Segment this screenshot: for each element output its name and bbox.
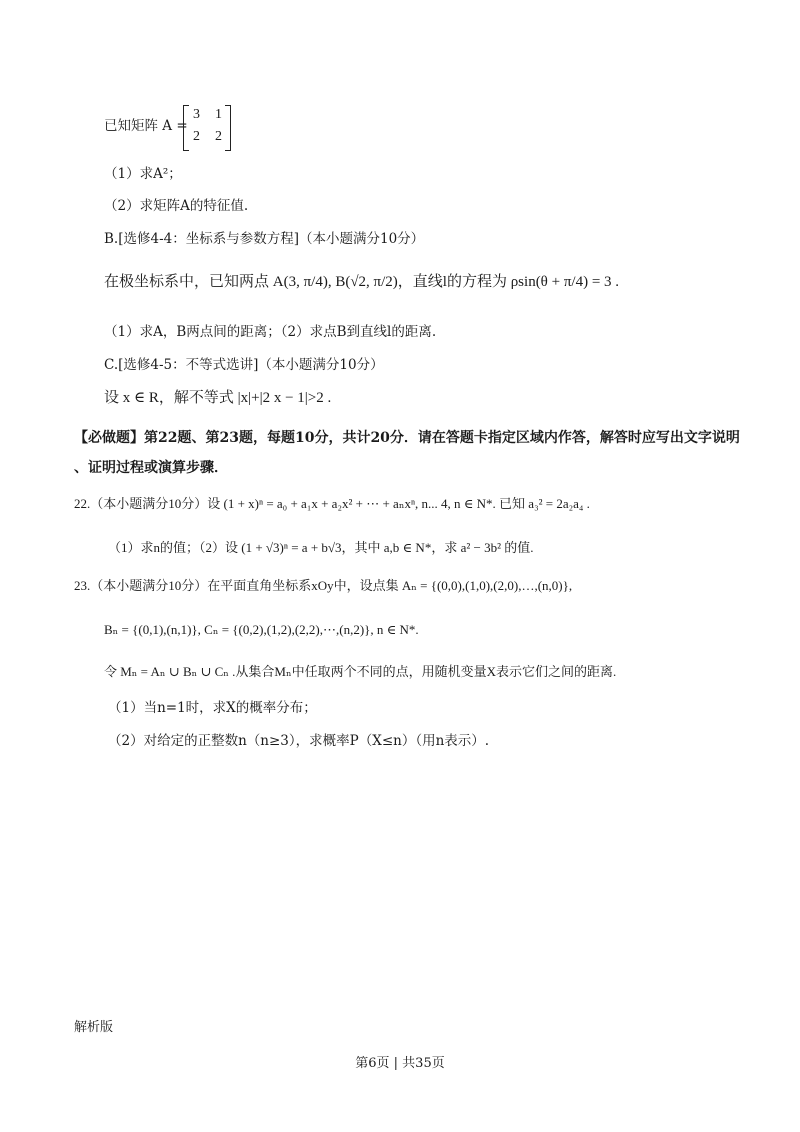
- section-b-header: B.[选修4-4：坐标系与参数方程]（本小题满分10分）: [104, 231, 425, 247]
- section-b-text: 在极坐标系中，已知两点 A(3, π/4), B(√2, π/2)，直线l的方程为 ρsin(θ + π/4) = 3 .: [104, 274, 620, 290]
- question-22-stem: 22.（本小题满分10分）设 (1 + x)ⁿ = a₀ + a₁x + a₂x² + ⋯ + aₙxⁿ, n... 4, n ∈ N*. 已知 a₃² = 2a₂a₄ .: [74, 496, 590, 511]
- matrix-question-1: （1）求A²；: [104, 166, 182, 182]
- watermark-label: 解析版: [74, 1020, 114, 1035]
- matrix-a: [183, 105, 231, 151]
- required-heading-line-2: 、证明过程或演算步骤．: [74, 460, 228, 476]
- question-22-sub: （1）求n的值；（2）设 (1 + √3)ⁿ = a + b√3，其中 a,b ∈ N*，求 a² − 3b² 的值.: [108, 540, 534, 555]
- required-heading-line-1: 【必做题】第22题、第23题，每题10分，共计20分．请在答题卡指定区域内作答，解答时应写出文字说明: [74, 430, 740, 446]
- question-23-sub-1: （1）当n=1时，求X的概率分布；: [108, 700, 317, 716]
- section-c-header: C.[选修4-5：不等式选讲]（本小题满分10分）: [104, 357, 384, 373]
- section-c-text: 设 x ∈ R，解不等式 |x|+|2 x − 1|>2 .: [104, 390, 332, 406]
- section-b-questions: （1）求A，B两点间的距离；（2）求点B到直线l的距离.: [104, 324, 437, 340]
- matrix-intro: 已知矩阵 A =: [104, 118, 188, 134]
- matrix-cell: 2: [193, 129, 200, 144]
- matrix-right-bracket: [225, 105, 231, 151]
- question-23-line-2: Bₙ = {(0,1),(n,1)}, Cₙ = {(0,2),(1,2),(2,2),⋯,(n,2)}, n ∈ N*.: [104, 622, 419, 637]
- matrix-question-2: （2）求矩阵A的特征值.: [104, 198, 249, 214]
- matrix-left-bracket: [183, 105, 189, 151]
- question-23-stem: 23.（本小题满分10分）在平面直角坐标系xOy中，设点集 Aₙ = {(0,0),(1,0),(2,0),…,(n,0)},: [74, 578, 573, 593]
- question-23-line-3: 令 Mₙ = Aₙ ∪ Bₙ ∪ Cₙ .从集合Mₙ中任取两个不同的点，用随机变量X表示它们之间的距离.: [104, 664, 617, 679]
- page-number: 第6页 | 共35页: [355, 1056, 445, 1071]
- matrix-cell: 3: [193, 107, 200, 122]
- matrix-cell: 2: [215, 129, 222, 144]
- question-23-sub-2: （2）对给定的正整数n（n≥3），求概率P（X≤n）（用n表示）.: [108, 733, 490, 749]
- matrix-cell: 1: [215, 107, 222, 122]
